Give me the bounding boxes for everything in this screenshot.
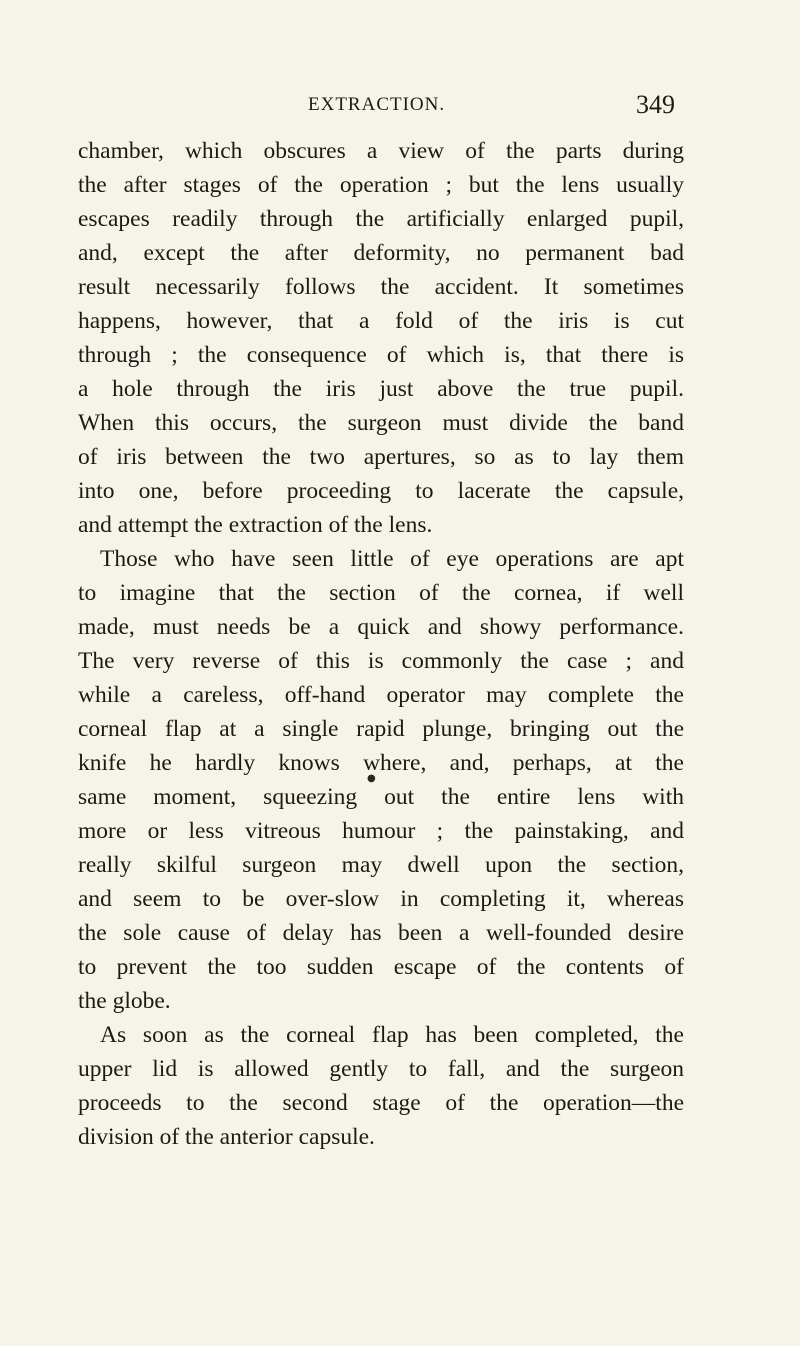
body-text — [78, 134, 684, 1154]
text-line: to imagine that the section of the cornea, if well — [78, 580, 684, 606]
page-number: 349 — [636, 90, 675, 119]
running-title: EXTRACTION. — [308, 94, 446, 115]
text-line: more or less vitreous humour ; the painstaking, and — [78, 818, 684, 844]
text-line: made, must needs be a quick and showy performance. — [78, 614, 684, 640]
text-line: a hole through the iris just above the true pupil. — [78, 376, 684, 402]
text-line: When this occurs, the surgeon must divide the band — [78, 410, 684, 436]
text-line: and, except the after deformity, no permanent bad — [78, 240, 684, 266]
text-line: the globe. — [78, 988, 171, 1014]
ink-speck: ● — [367, 773, 376, 784]
text-line: division of the anterior capsule. — [78, 1124, 375, 1150]
running-header — [0, 90, 800, 124]
text-line: chamber, which obscures a view of the parts during — [78, 138, 684, 164]
text-line: proceeds to the second stage of the operation—the — [78, 1090, 684, 1116]
text-line: while a careless, off-hand operator may complete the — [78, 682, 684, 708]
text-line: happens, however, that a fold of the iris is cut — [78, 308, 684, 334]
text-line: corneal flap at a single rapid plunge, bringing out the — [78, 716, 684, 742]
text-line: the sole cause of delay has been a well-founded desire — [78, 920, 684, 946]
text-line: through ; the consequence of which is, that there is — [78, 342, 684, 368]
text-line: and seem to be over-slow in completing it, whereas — [78, 886, 684, 912]
text-line: result necessarily follows the accident. It sometimes — [78, 274, 684, 300]
text-line: upper lid is allowed gently to fall, and the surgeon — [78, 1056, 684, 1082]
text-line: into one, before proceeding to lacerate the capsule, — [78, 478, 684, 504]
text-line: to prevent the too sudden escape of the contents of — [78, 954, 684, 980]
text-line: really skilful surgeon may dwell upon the section, — [78, 852, 684, 878]
text-line: knife he hardly knows where, and, perhaps, at the — [78, 750, 684, 776]
text-line: the after stages of the operation ; but the lens usually — [78, 172, 684, 198]
text-line: escapes readily through the artificially enlarged pupil, — [78, 206, 684, 232]
text-line: of iris between the two apertures, so as to lay them — [78, 444, 684, 470]
text-line: Those who have seen little of eye operations are apt — [100, 546, 684, 572]
text-line: The very reverse of this is commonly the case ; and — [78, 648, 684, 674]
text-line: As soon as the corneal flap has been completed, the — [100, 1022, 684, 1048]
text-line: same moment, squeezing out the entire lens with — [78, 784, 684, 810]
text-line: and attempt the extraction of the lens. — [78, 512, 433, 538]
